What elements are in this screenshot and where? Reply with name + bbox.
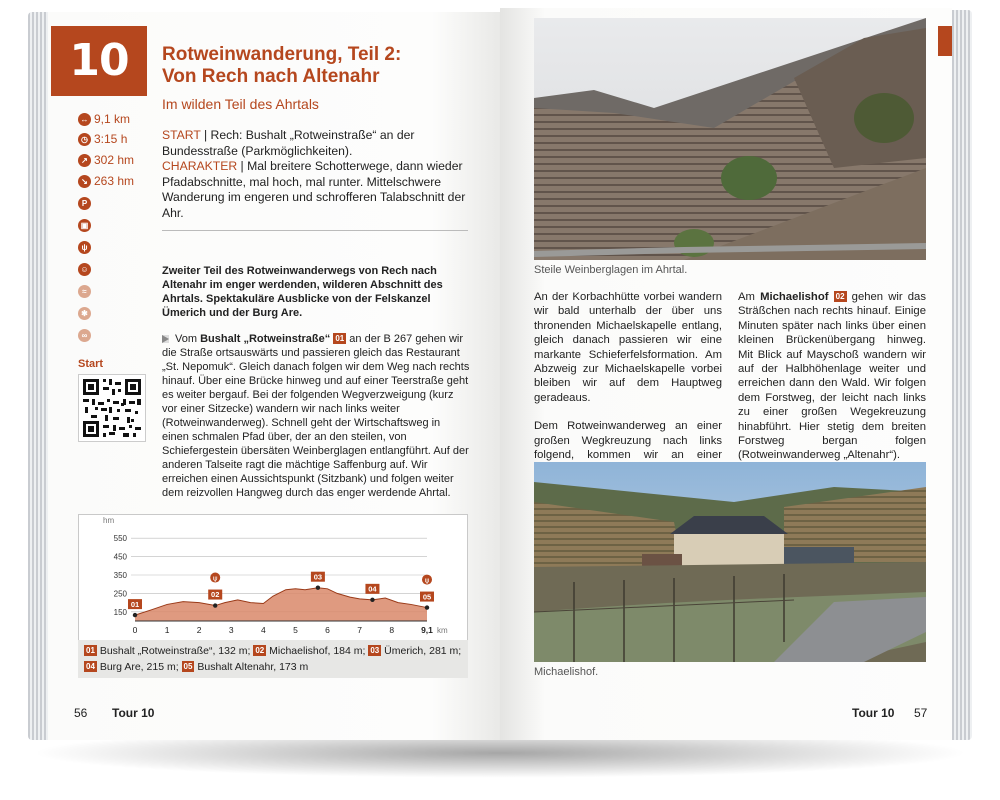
footer-tour-right: Tour 10	[852, 706, 895, 720]
parking-icon-row	[78, 196, 94, 212]
chapter-tab	[938, 26, 952, 56]
x-tick-label: 1	[164, 625, 170, 635]
start-text: | Rech: Bushalt „Rotweinstraße“ an der Bundesstraße (Parkmöglichkeiten).	[162, 128, 415, 158]
page-number-left: 56	[74, 706, 88, 720]
legend-line-1: 01 Bushalt „Rotweinstraße“, 132 m; 02 Michaelishof, 184 m; 03 Ümerich, 281 m;	[86, 645, 462, 657]
picnic-icon-row	[78, 284, 94, 300]
bike-icon: ∞	[78, 329, 91, 342]
start-qr-label: Start	[78, 358, 104, 370]
start-label: START	[162, 128, 201, 142]
body-paragraph: Vom Bushalt „Rotweinstraße“ 01 an der B 267 gehen wir die Straße ortsauswärts und passieren gleich das Restaurant „St. Nepomuk“. Gleich danach folgen wir dem Weg nach rechts hinauf. Über eine Brücke hinweg und auf einer Teerstraße geht es weiter bergauf. Bei der folgenden Wegverzweigung (kurz vor einer Sitzecke) wandern wir nach links weiter (Rotweinwanderweg). Schnell geht der Wirtschaftsweg in einen schmalen Pfad über, der an den steilen, von Schiefergestein übersäten Weinberglagen entlangführt. Auf der anderen Talseite ragt die mächtige Saffenburg auf. Wir erreichen einen Aussichtspunkt (Sitzbank) und folgen weiter dem reizvollen Hangweg durch das enger werdende Ahrtal.	[162, 333, 470, 499]
intro-block	[162, 128, 468, 221]
qr-code[interactable]	[78, 374, 146, 442]
x-tick-label: 2	[196, 625, 202, 635]
restaurant-icon-row	[78, 240, 94, 256]
y-tick-label: 250	[113, 589, 127, 599]
charakter-label: CHARAKTER	[162, 159, 238, 173]
waypoint-dot	[316, 585, 320, 589]
restaurant-icon-glyph: ψ	[424, 576, 430, 585]
photo-vineyards	[534, 18, 926, 260]
bus-icon-row	[78, 218, 94, 234]
kids-icon: ☺	[78, 263, 91, 276]
picnic-icon: ≈	[78, 285, 91, 298]
text-column-left: An der Korbachhütte vorbei wandern wir bald unterhalb der über uns thronenden Michaelskapelle entlang, gleich danach passieren wir eine markante Schieferfelsformation. Am Abzweig zur Michaelskapelle vorbei bleiben wir auf dem Hauptweg geradeaus. Dem Rotweinwanderweg an einer großen Wegkreuzung nach links folgend, kommen wir an einer	[534, 291, 722, 462]
charakter-text: | Mal breitere Schotterwege, dann wieder Pfadabschnitte, mal hoch, mal runter. Mittelschwere Wanderung im engeren und schrofferen Talabschnitt der Ahr.	[162, 159, 466, 220]
restaurant-icon: ψ	[78, 241, 91, 254]
caption-michaelishof: Michaelishof.	[534, 666, 599, 678]
divider	[162, 230, 468, 231]
page-edges-left	[28, 12, 50, 740]
x-tick-label: 6	[325, 625, 330, 635]
ascent-icon: ↗	[78, 154, 91, 167]
winter-icon-row	[78, 306, 94, 322]
tour-subtitle: Im wilden Teil des Ahrtals	[162, 96, 319, 112]
photo-michaelishof	[534, 462, 926, 662]
clock-icon: ◷	[78, 133, 91, 146]
y-axis-label: hm	[103, 516, 115, 525]
fact-ascent: ↗ 302 hm	[78, 153, 134, 169]
start-point-name: Bushalt „Rotweinstraße“	[200, 333, 331, 345]
x-tick-label: 3	[228, 625, 234, 635]
x-tick-label: 8	[389, 625, 395, 635]
tour-number-badge: 10	[51, 26, 147, 96]
michaelishof-name: Michaelishof	[760, 291, 829, 303]
x-tick-label: 7	[357, 625, 362, 635]
waypoint-badge: 01	[335, 334, 345, 343]
kids-icon-row	[78, 262, 94, 278]
x-tick-label: 4	[260, 625, 266, 635]
parking-icon: P	[78, 197, 91, 210]
x-tick-label: 9,1	[421, 625, 433, 635]
x-axis-label: km	[437, 626, 448, 635]
profile-legend	[78, 640, 468, 678]
michaelishof-photo-illustration	[534, 462, 926, 662]
y-tick-label: 150	[113, 607, 127, 617]
waypoint-label: 02	[211, 590, 220, 600]
x-tick-label: 0	[132, 625, 138, 635]
waypoint-label: 05	[422, 592, 432, 602]
legend-line-2: 04 Burg Are, 215 m; 05 Bushalt Altenahr, 173 m	[86, 661, 309, 673]
right-page	[500, 8, 952, 740]
distance-icon: ↔	[78, 113, 91, 126]
caption-vineyards: Steile Weinberglagen im Ahrtal.	[534, 264, 688, 276]
y-tick-label: 350	[113, 571, 127, 580]
descent-icon: ↘	[78, 175, 91, 188]
qr-code-icon	[79, 375, 145, 441]
page-number-right: 57	[914, 706, 928, 720]
y-tick-label: 450	[113, 552, 127, 562]
tour-title: Rotweinwanderung, Teil 2: Von Rech nach Altenahr	[162, 44, 402, 87]
vineyard-photo-illustration	[534, 18, 926, 260]
waypoint-label: 01	[130, 599, 140, 609]
left-page	[48, 12, 500, 740]
footer-tour-left: Tour 10	[112, 706, 155, 720]
text-column-right: Am Michaelishof 02 gehen wir das Sträßchen nach rechts hinauf. Einige Minuten später nach links über einen kleinen Brückenübergang hinweg. Mit Blick auf Mayschoß wandern wir auf der Halbhöhenlage weiter und erreichen dann den Wald. Wir folgen dem Forstweg, der leicht nach links zu einer großen Wegekreuzung hinabführt. Hier stetig dem breiten Forstweg bergan folgen (Rotweinwanderweg „Altenahr“).	[738, 291, 926, 462]
bike-icon-row	[78, 328, 94, 344]
y-tick-label: 550	[113, 534, 127, 544]
page-edges-right	[950, 10, 972, 740]
restaurant-icon-glyph: ψ	[212, 574, 218, 583]
waypoint-badge: 02	[835, 292, 845, 301]
x-tick-label: 5	[293, 625, 298, 635]
winter-icon: ✱	[78, 307, 91, 320]
waypoint-dot	[133, 613, 137, 617]
elevation-chart	[79, 515, 467, 643]
waypoint-label: 04	[368, 584, 377, 594]
arrow-icon	[162, 335, 169, 343]
bus-icon: ▣	[78, 219, 91, 232]
waypoint-dot	[425, 605, 429, 609]
lead-paragraph: Zweiter Teil des Rotweinwanderwegs von Rech nach Altenahr im enger werdenden, wilderen Abschnitt des Ahrtals. Spektakuläre Ausblicke von der Felskanzel Ümerich und der Burg Are.	[162, 265, 443, 319]
fact-distance: ↔ 9,1 km	[78, 112, 130, 128]
waypoint-dot	[213, 603, 217, 607]
waypoint-label: 03	[313, 572, 323, 582]
fact-duration: ◷ 3:15 h	[78, 132, 127, 148]
fact-descent: ↘ 263 hm	[78, 174, 134, 190]
waypoint-dot	[370, 598, 374, 602]
